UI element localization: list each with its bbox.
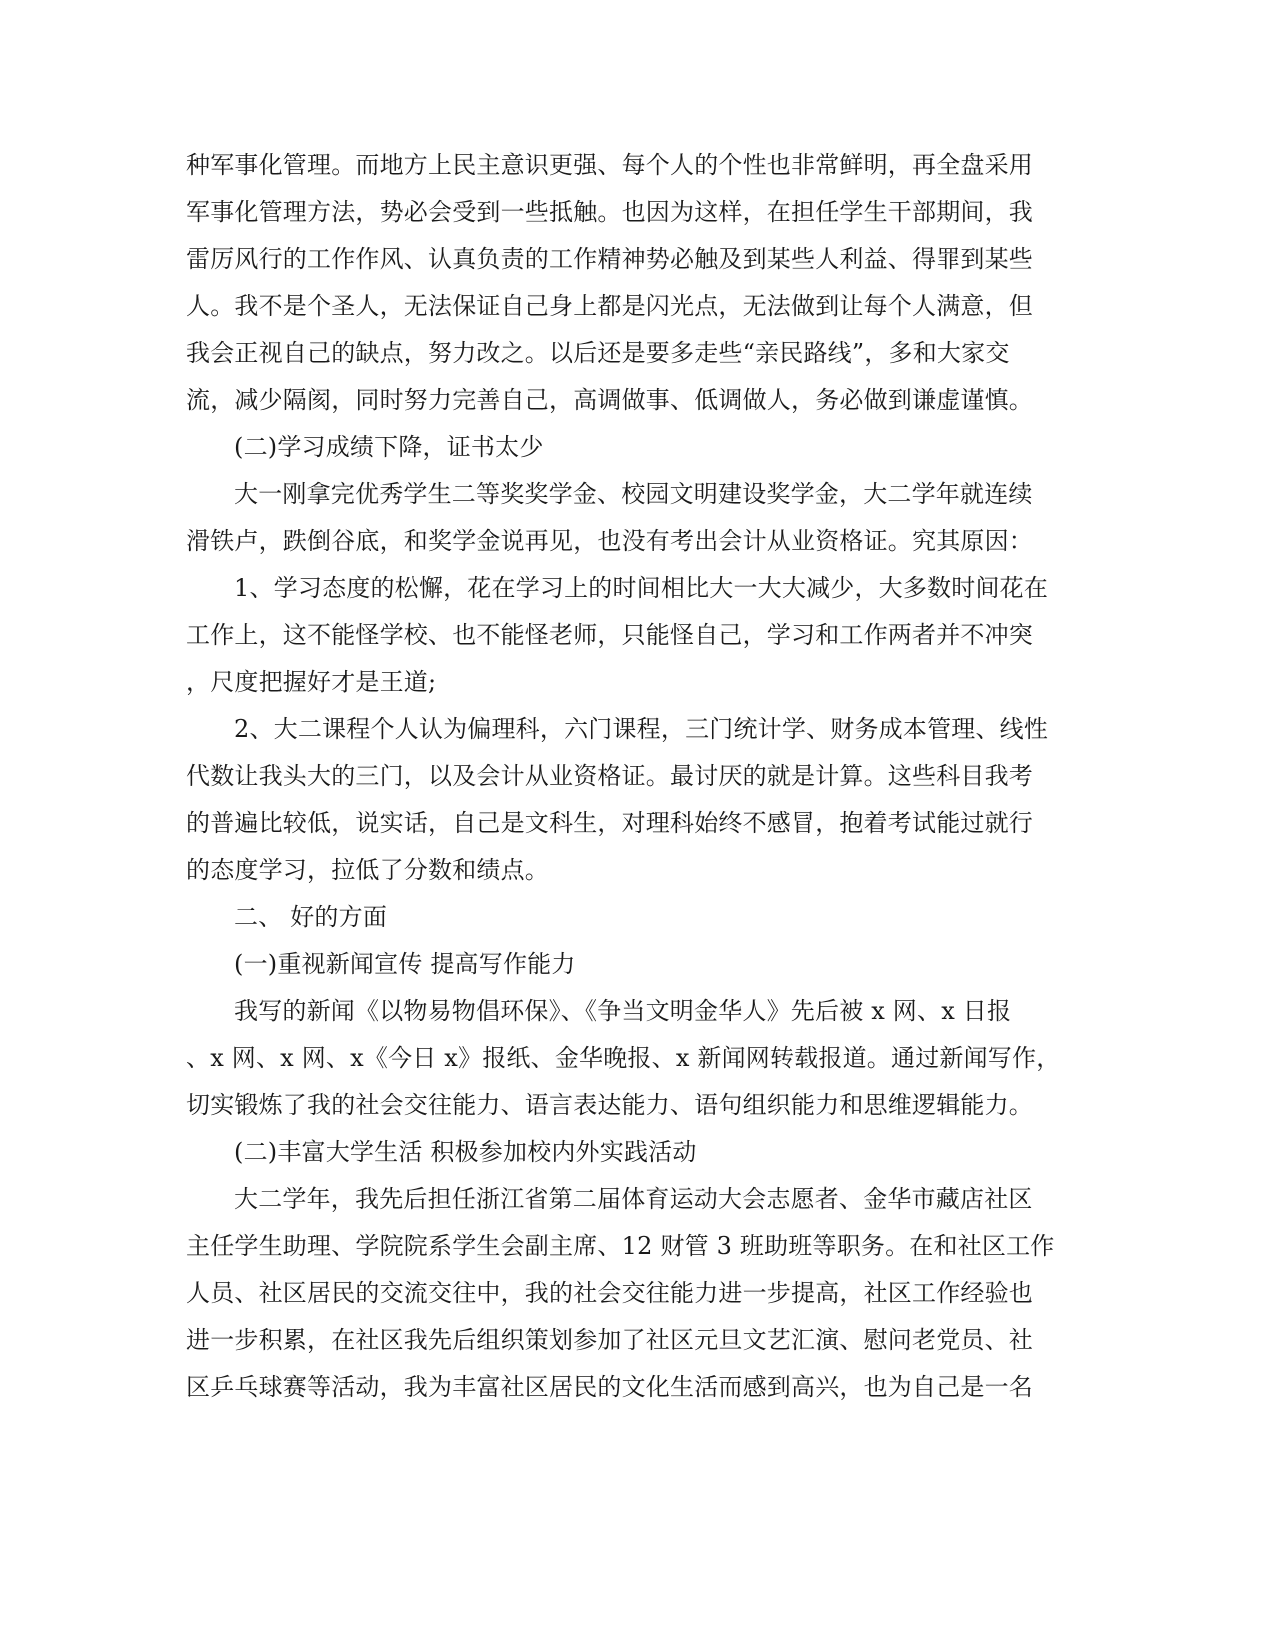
list-item-line: 2、大二课程个人认为偏理科，六门课程，三门统计学、财务成本管理、线性 [234, 715, 1049, 743]
section-heading: (二)学习成绩下降，证书太少 [234, 433, 544, 461]
section-heading: 二、 好的方面 [234, 903, 388, 931]
text-line: 军事化管理方法，势必会受到一些抵触。也因为这样，在担任学生干部期间，我 [186, 198, 1033, 226]
text-line: 、x 网、x 网、x《今日 x》报纸、金华晚报、x 新闻网转载报道。通过新闻写作， [186, 1044, 1061, 1072]
text-line: 我会正视自己的缺点，努力改之。以后还是要多走些“亲民路线”，多和大家交 [186, 339, 1010, 367]
text-line: ，尺度把握好才是王道; [186, 668, 437, 696]
text-line: 大一刚拿完优秀学生二等奖奖学金、校园文明建设奖学金，大二学年就连续 [234, 480, 1033, 508]
text-line: 我写的新闻《以物易物倡环保》、《争当文明金华人》先后被 x 网、x 日报 [234, 997, 1012, 1025]
text-line: 种军事化管理。而地方上民主意识更强、每个人的个性也非常鲜明，再全盘采用 [186, 151, 1033, 179]
text-line: 人员、社区居民的交流交往中，我的社会交往能力进一步提高，社区工作经验也 [186, 1279, 1033, 1307]
text-line: 工作上，这不能怪学校、也不能怪老师，只能怪自己，学习和工作两者并不冲突 [186, 621, 1033, 649]
subsection-heading: (一)重视新闻宣传 提高写作能力 [234, 950, 576, 978]
list-item-line: 1、学习态度的松懈，花在学习上的时间相比大一大大减少，大多数时间花在 [234, 574, 1049, 602]
subsection-heading: (二)丰富大学生活 积极参加校内外实践活动 [234, 1138, 697, 1166]
text-line: 切实锻炼了我的社会交往能力、语言表达能力、语句组织能力和思维逻辑能力。 [186, 1091, 1033, 1119]
text-line: 滑铁卢，跌倒谷底，和奖学金说再见，也没有考出会计从业资格证。究其原因： [186, 527, 1033, 555]
text-line: 主任学生助理、学院院系学生会副主席、12 财管 3 班助班等职务。在和社区工作 [186, 1232, 1055, 1260]
text-line: 流，减少隔阂，同时努力完善自己，高调做事、低调做人，务必做到谦虚谨慎。 [186, 386, 1033, 414]
text-line: 的普遍比较低，说实话，自己是文科生，对理科始终不感冒，抱着考试能过就行 [186, 809, 1033, 837]
text-line: 人。我不是个圣人，无法保证自己身上都是闪光点，无法做到让每个人满意，但 [186, 292, 1033, 320]
text-line: 区乒乓球赛等活动，我为丰富社区居民的文化生活而感到高兴，也为自己是一名 [186, 1373, 1033, 1401]
text-line: 大二学年，我先后担任浙江省第二届体育运动大会志愿者、金华市藏店社区 [234, 1185, 1033, 1213]
text-line: 的态度学习，拉低了分数和绩点。 [186, 856, 549, 884]
text-line: 代数让我头大的三门，以及会计从业资格证。最讨厌的就是计算。这些科目我考 [186, 762, 1033, 790]
text-line: 雷厉风行的工作作风、认真负责的工作精神势必触及到某些人利益、得罪到某些 [186, 245, 1033, 273]
text-line: 进一步积累，在社区我先后组织策划参加了社区元旦文艺汇演、慰问老党员、社 [186, 1326, 1033, 1354]
